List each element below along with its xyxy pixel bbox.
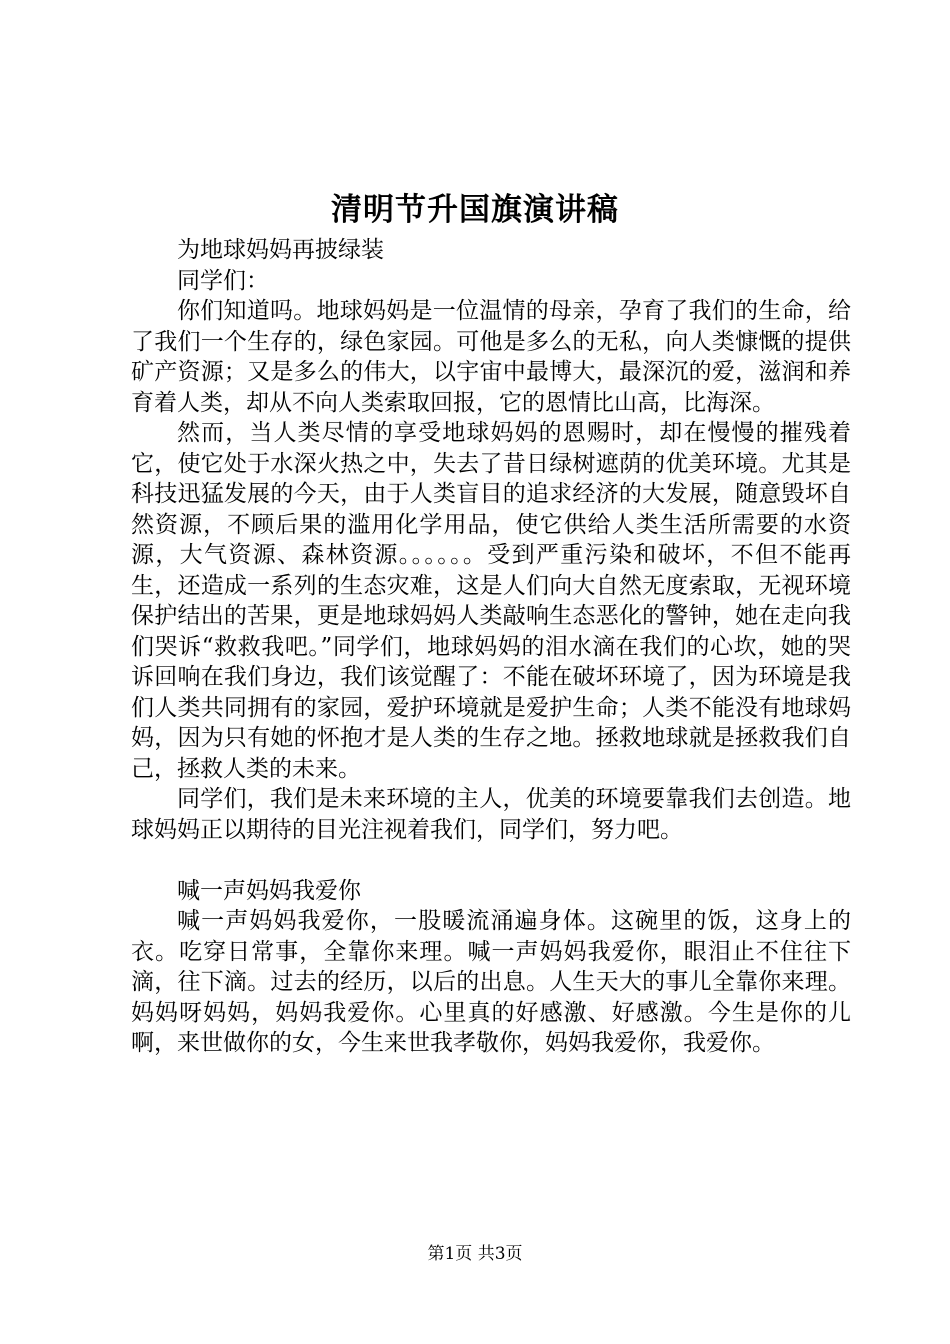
document-title: 清明节升国旗演讲稿 [331,192,619,228]
paragraph: 同学们，我们是未来环境的主人，优美的环境要靠我们去创造。地球妈妈正以期待的目光注视着我们，同学们，努力吧。 [131,786,851,843]
page-footer: 第1页 共3页 [427,1244,523,1264]
paragraph: 然而，当人类尽情的享受地球妈妈的恩赐时，却在慢慢的摧残着它，使它处于水深火热之中，失去了昔日绿树遮荫的优美环境。尤其是科技迅猛发展的今天，由于人类盲目的追求经济的大发展，随意毁坏自然资源，不顾后果的滥用化学用品，使它供给人类生活所需要的水资源，大气资源、森林资源。。。。。。受到严重污染和破坏，不但不能再生，还造成一系列的生态灾难，这是人们向大自然无度索取，无视环境保护结出的苦果，更是地球妈妈人类敲响生态恶化的警钟，她在走向我们哭诉“救救我吧。”同学们，地球妈妈的泪水滴在我们的心坎，她的哭诉回响在我们身边，我们该觉醒了：不能在破坏环境了，因为环境是我们人类共同拥有的家园，爱护环境就是爱护生命；人类不能没有地球妈妈，因为只有她的怀抱才是人类的生存之地。拯救地球就是拯救我们自己，拯救人类的未来。 [131,420,851,782]
section-heading: 为地球妈妈再披绿装 [177,237,384,263]
blank-line [131,845,851,876]
document-body [131,235,851,1059]
section-heading: 喊一声妈妈我爱你 [177,877,361,904]
paragraph: 喊一声妈妈我爱你，一股暖流涌遍身体。这碗里的饭，这身上的衣。吃穿日常事，全靠你来理。喊一声妈妈我爱你，眼泪止不住往下滴，往下滴。过去的经历，以后的出息。人生天大的事儿全靠你来理。妈妈呀妈妈，妈妈我爱你。心里真的好感激、好感激。今生是你的儿啊，来世做你的女，今生来世我孝敬你，妈妈我爱你，我爱你。 [131,908,851,1056]
salutation: 同学们： [177,267,269,294]
paragraph: 你们知道吗。地球妈妈是一位温情的母亲，孕育了我们的生命，给了我们一个生存的，绿色家园。可他是多么的无私，向人类慷慨的提供矿产资源；又是多么的伟大，以宇宙中最博大，最深沉的爱，滋润和养育着人类，却从不向人类索取回报，它的恩情比山高，比海深。 [131,298,851,416]
